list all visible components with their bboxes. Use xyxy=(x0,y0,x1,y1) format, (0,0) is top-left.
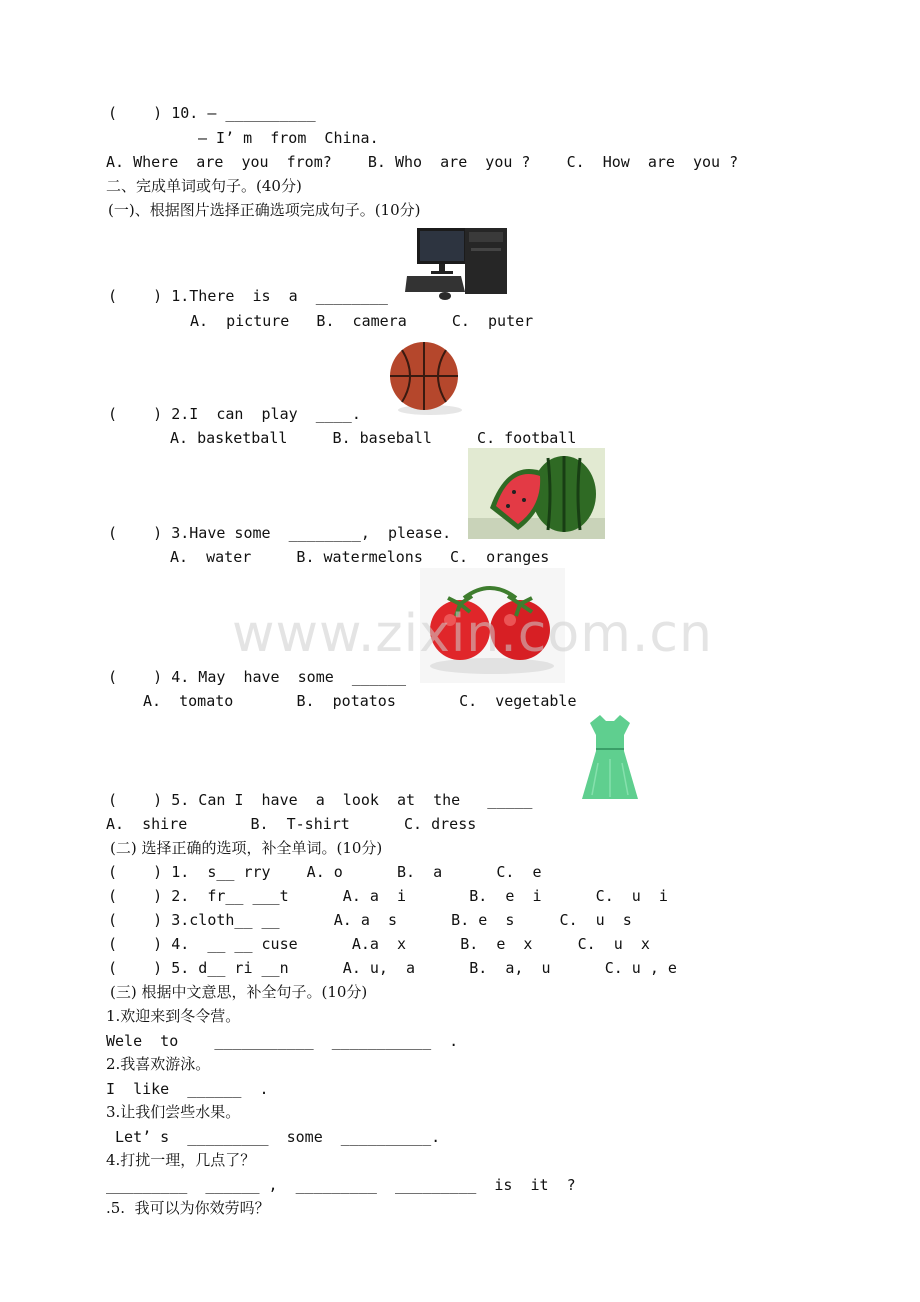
p1-q4-options: A. tomato B. potatos C. vegetable xyxy=(143,692,577,710)
p1-q5-options: A. shire B. T-shirt C. dress xyxy=(106,815,477,833)
q10-options: A. Where are you from? B. Who are you ? C. How are you ? xyxy=(106,153,739,171)
p3-q1-cn: 1.欢迎来到冬令营。 xyxy=(106,1007,241,1025)
p3-q5-cn: .5. 我可以为你效劳吗？ xyxy=(106,1199,270,1217)
p1-q3-options: A. water B. watermelons C. oranges xyxy=(170,548,550,566)
p2-q2: ( ) 2. fr__ ___t A. a i B. e i C. u i xyxy=(108,887,668,905)
p3-q1-en: Wele to ___________ ___________ . xyxy=(106,1032,459,1050)
section2-title: 二、完成单词或句子。(40分) xyxy=(106,177,302,195)
p2-q4: ( ) 4. __ __ cuse A.a x B. e x C. u x xyxy=(108,935,650,953)
part1-title: (一)、根据图片选择正确选项完成句子。(10分) xyxy=(108,201,421,219)
p1-q2-stem: ( ) 2.I can play ____. xyxy=(108,405,361,423)
dress-icon xyxy=(578,713,642,803)
p2-q3: ( ) 3.cloth__ __ A. a s B. e s C. u s xyxy=(108,911,632,929)
p2-q1: ( ) 1. s__ rry A. o B. a C. e xyxy=(108,863,542,881)
p2-q5: ( ) 5. d__ ri __n A. u, a B. a, u C. u , e xyxy=(108,959,677,977)
basketball-icon xyxy=(384,340,476,420)
computer-icon xyxy=(405,226,509,302)
p1-q2-options: A. basketball B. baseball C. football xyxy=(170,429,577,447)
watermelon-icon xyxy=(468,448,605,539)
p3-q3-cn: 3.让我们尝些水果。 xyxy=(106,1103,241,1121)
part3-title: (三) 根据中文意思，补全句子。(10分) xyxy=(110,983,368,1001)
p1-q1-options: A. picture B. camera C. puter xyxy=(190,312,534,330)
p3-q4-en: _________ ______ , _________ _________ is it ? xyxy=(106,1176,576,1194)
p1-q5-stem: ( ) 5. Can I have a look at the _____ xyxy=(108,791,533,809)
p1-q4-stem: ( ) 4. May have some ______ xyxy=(108,668,407,686)
q10-answer: — I’ m from China. xyxy=(198,129,379,147)
p3-q4-cn: 4.打扰一理，几点了？ xyxy=(106,1151,256,1169)
p3-q3-en: Let’ s _________ some __________. xyxy=(106,1128,441,1146)
watermark: www.zixin.com.cn xyxy=(232,604,713,664)
p1-q1-stem: ( ) 1.There is a ________ xyxy=(108,287,388,305)
p3-q2-cn: 2.我喜欢游泳。 xyxy=(106,1055,211,1073)
p3-q2-en: I like ______ . xyxy=(106,1080,269,1098)
part2-title: (二) 选择正确的选项，补全单词。(10分) xyxy=(110,839,383,857)
p1-q3-stem: ( ) 3.Have some ________, please. xyxy=(108,524,452,542)
q10-stem: ( ) 10. — __________ xyxy=(108,104,316,122)
